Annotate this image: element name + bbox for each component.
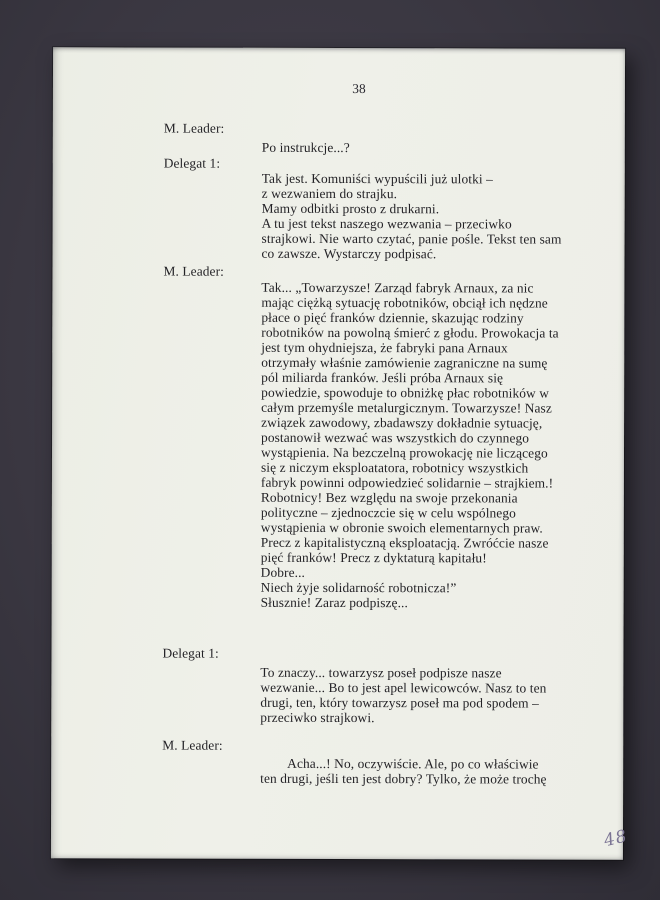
speech-line: strajkowi. Nie warto czytać, panie pośle. Tekst ten sam [261, 230, 562, 247]
speech-line: związek zawodowy, zbadawszy dokładnie sytuację, [261, 414, 543, 431]
speech-line: Tak... „Towarzysze! Zarząd fabryk Arnaux, za nic [261, 279, 534, 296]
speech-line: przeciwko strajkowi. [260, 709, 375, 726]
speech-block [260, 756, 547, 787]
speech-line: wystąpienia. Na bezczelną prowokację nie liczącego [260, 444, 548, 461]
speech-line: się z niczym eksploatatora, robotnicy wszystkich [260, 459, 529, 476]
speech-line: wystąpienia w obronie swoich elementarnych praw. [260, 519, 543, 536]
speech-line: jest tym ohydniejsza, że fabryki pana Arnaux [261, 339, 508, 356]
speech-line: co zawsze. Wystarczy podpisać. [261, 245, 437, 262]
speech-line: z wezwaniem do strajku. [261, 185, 398, 202]
handwritten-page-number: 48 [601, 826, 630, 852]
speech-line: Tak jest. Komuniści wypuścili już ulotki – [261, 170, 494, 187]
speech-block [260, 665, 546, 726]
document-page [51, 47, 630, 859]
speech-line: Mamy odbitki prosto z drukarni. [261, 200, 440, 217]
speech-line: Dobre... [260, 564, 306, 580]
speech-line: Robotnicy! Bez względu na swoje przekonania [260, 489, 518, 506]
speech-line: ten drugi, jeśli ten jest dobry? Tylko, że może trochę [260, 770, 547, 787]
speech-line: Po instrukcje...? [261, 139, 350, 156]
speech-line: całym przemyśle metalurgicznym. Towarzysze! Nasz [261, 399, 552, 416]
speech-block [262, 171, 562, 262]
speech-line: To znaczy... towarzysz poseł podpisze nasze [260, 664, 502, 681]
speech-line: pól miliarda franków. Jeśli próba Arnaux się [261, 369, 504, 386]
speech-line: otrzymały właśnie zamówienie zagraniczne na sumę [261, 354, 548, 371]
speech-line: wezwanie... Bo to jest apel lewicowców. Nasz to ten [260, 679, 547, 696]
speech-block [261, 280, 559, 611]
speech-block [262, 140, 350, 155]
speaker-label: M. Leader: [163, 263, 224, 279]
speaker-label: M. Leader: [162, 737, 223, 753]
speech-line: pięć franków! Precz z dyktaturą kapitału! [260, 549, 487, 566]
speaker-label: Delegat 1: [163, 155, 221, 171]
speech-line: fabryk powinni odpowiedzieć solidarnie – strajkiem.! [260, 474, 554, 491]
speech-line: Precz z kapitalistyczną eksploatacją. Zwróćcie nasze [260, 534, 549, 551]
speech-line: powiedzie, spowoduje to obniżkę płac robotników w [261, 384, 550, 401]
speaker-label: M. Leader: [163, 120, 225, 136]
speech-line: postanowił wezwać was wszystkich do czynnego [261, 429, 530, 446]
speech-line: drugi, ten, który towarzysz poseł ma pod spodem – [260, 694, 539, 711]
speech-line: mając ciężką sytuację robotników, obciął ich nędzne [261, 294, 548, 311]
speech-line: płace o pięć franków dziennie, skazując rodziny [261, 309, 524, 326]
speech-line: Acha...! No, oczywiście. Ale, po co właściwie [287, 755, 539, 772]
speech-line: Słusznie! Zaraz podpiszę... [260, 594, 408, 611]
speech-line: A tu jest tekst naszego wezwania – przeciwko [261, 215, 512, 232]
page-number: 38 [352, 81, 366, 97]
speech-line: Niech żyje solidarność robotnicza!” [260, 579, 457, 596]
speech-line: robotników na powolną śmierć z głodu. Prowokacja ta [261, 324, 559, 341]
speech-line: polityczne – zjednoczcie się w celu wspólnego [260, 504, 516, 521]
speaker-label: Delegat 1: [162, 645, 219, 661]
